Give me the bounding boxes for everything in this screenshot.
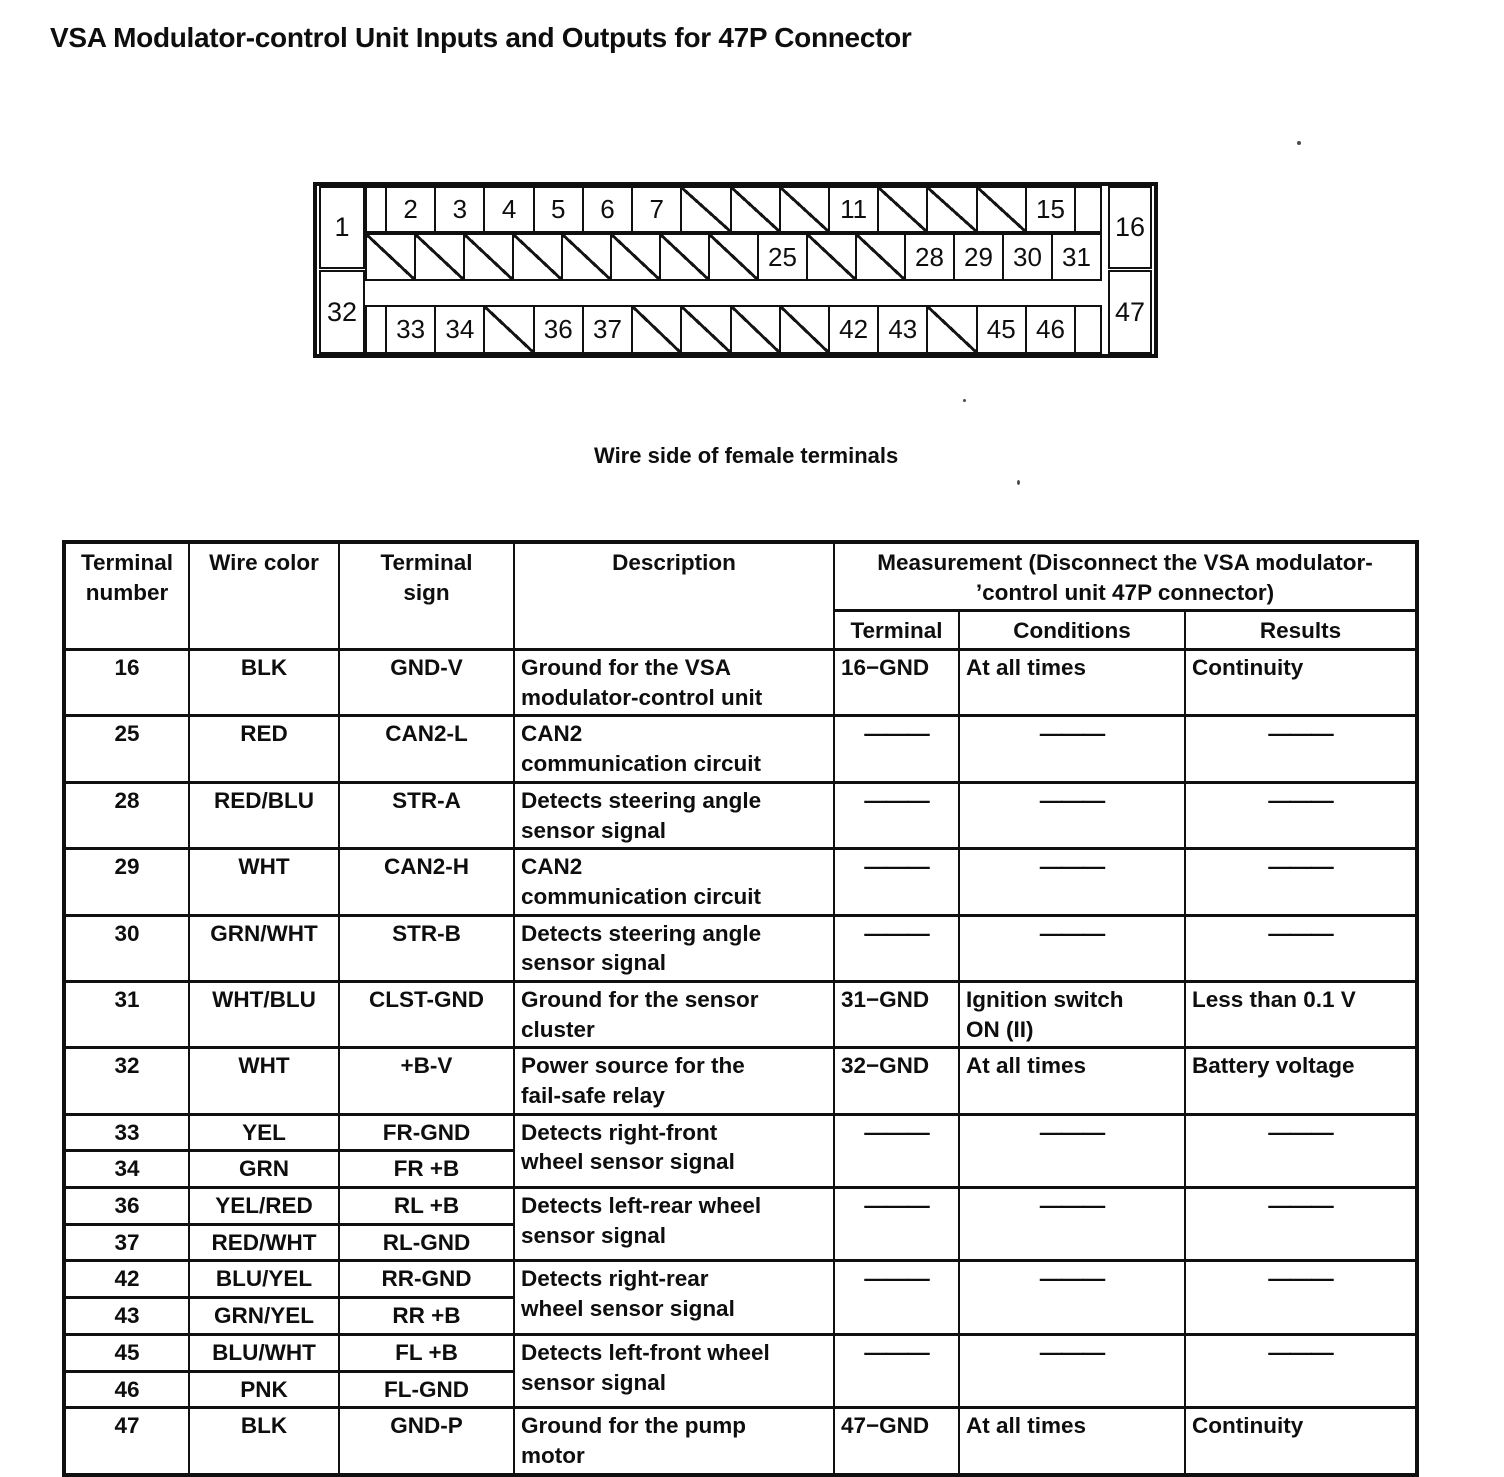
cell-terminal: 45 [64, 1334, 189, 1371]
cell-results: ——— [1185, 716, 1417, 782]
cell-description: Power source for the fail-safe relay [514, 1048, 834, 1114]
cell-results: ——— [1185, 1114, 1417, 1187]
cell-sign: STR-A [339, 782, 514, 848]
cell-conditions: ——— [959, 849, 1185, 915]
cell-terminal: 37 [64, 1224, 189, 1261]
table-row-36 [64, 1188, 1417, 1225]
cell-results: ——— [1185, 1334, 1417, 1407]
cell-wire-color: BLU/YEL [189, 1261, 339, 1298]
table-row-28 [64, 782, 1417, 848]
col-header-measurement: Measurement (Disconnect the VSA modulator- ’control unit 47P connector) [834, 542, 1417, 611]
cell-sign: GND-V [339, 650, 514, 716]
connector-hatch-cell [563, 235, 612, 279]
connector-hatch-cell [633, 307, 682, 352]
table-row-33 [64, 1114, 1417, 1151]
cell-wire-color: YEL [189, 1114, 339, 1151]
cell-description: Detects right-front wheel sensor signal [514, 1114, 834, 1187]
cell-meas-terminal: ——— [834, 716, 959, 782]
cell-sign: RL +B [339, 1188, 514, 1225]
table-header-row [64, 542, 1417, 611]
cell-wire-color: RED [189, 716, 339, 782]
cell-terminal: 46 [64, 1371, 189, 1408]
connector-pin-29: 29 [955, 235, 1004, 279]
col-header-wire-color: Wire color [189, 542, 339, 650]
connector-pin-34: 34 [436, 307, 485, 352]
connector-pin-6: 6 [584, 188, 633, 231]
cell-wire-color: WHT [189, 849, 339, 915]
cell-results: ——— [1185, 782, 1417, 848]
connector-hatch-cell [732, 188, 781, 231]
connector-pin-4: 4 [485, 188, 534, 231]
cell-conditions: ——— [959, 782, 1185, 848]
cell-terminal: 28 [64, 782, 189, 848]
connector-hatch-cell [928, 307, 977, 352]
cell-terminal: 25 [64, 716, 189, 782]
connector-pin-1: 1 [319, 186, 365, 269]
col-header-meas-conditions: Conditions [959, 611, 1185, 650]
connector-diagram [313, 182, 1158, 358]
connector-row-bottom [365, 305, 1102, 354]
cell-wire-color: BLK [189, 650, 339, 716]
cell-sign: CAN2-H [339, 849, 514, 915]
table-row-31 [64, 981, 1417, 1047]
connector-sliver-cell [1076, 307, 1100, 352]
connector-hatch-cell [808, 235, 857, 279]
col-header-meas-terminal: Terminal [834, 611, 959, 650]
cell-results: ——— [1185, 1261, 1417, 1334]
cell-wire-color: YEL/RED [189, 1188, 339, 1225]
connector-pin-28: 28 [906, 235, 955, 279]
cell-sign: +B-V [339, 1048, 514, 1114]
cell-sign: FL-GND [339, 1371, 514, 1408]
cell-description: Detects steering angle sensor signal [514, 782, 834, 848]
connector-sliver-cell [367, 307, 387, 352]
page-title: VSA Modulator-control Unit Inputs and Outputs for 47P Connector [50, 22, 912, 53]
cell-meas-terminal: 32−GND [834, 1048, 959, 1114]
connector-pin-2: 2 [387, 188, 436, 231]
cell-terminal: 30 [64, 915, 189, 981]
cell-conditions: ——— [959, 1261, 1185, 1334]
cell-terminal: 16 [64, 650, 189, 716]
table-row-47 [64, 1408, 1417, 1475]
cell-conditions: ——— [959, 716, 1185, 782]
connector-hatch-cell [682, 307, 731, 352]
connector-pin-36: 36 [535, 307, 584, 352]
cell-meas-terminal: ——— [834, 782, 959, 848]
table-row-32 [64, 1048, 1417, 1114]
io-table [62, 540, 1419, 1477]
connector-hatch-cell [682, 188, 731, 231]
cell-wire-color: WHT [189, 1048, 339, 1114]
connector-pin-7: 7 [633, 188, 682, 231]
cell-description: Detects left-rear wheel sensor signal [514, 1188, 834, 1261]
table-row-25 [64, 716, 1417, 782]
cell-sign: CLST-GND [339, 981, 514, 1047]
cell-sign: GND-P [339, 1408, 514, 1475]
cell-meas-terminal: ——— [834, 915, 959, 981]
cell-sign: RR-GND [339, 1261, 514, 1298]
table-row-42 [64, 1261, 1417, 1298]
cell-conditions: At all times [959, 1048, 1185, 1114]
cell-terminal: 42 [64, 1261, 189, 1298]
cell-conditions: At all times [959, 1408, 1185, 1475]
connector-pin-15: 15 [1027, 188, 1076, 231]
connector-pin-3: 3 [436, 188, 485, 231]
cell-sign: CAN2-L [339, 716, 514, 782]
table-row-45 [64, 1334, 1417, 1371]
connector-pin-46: 46 [1027, 307, 1076, 352]
cell-conditions: ——— [959, 1334, 1185, 1407]
connector-hatch-cell [710, 235, 759, 279]
connector-sliver-cell [367, 188, 387, 231]
connector-hatch-cell [781, 307, 830, 352]
cell-results: Less than 0.1 V [1185, 981, 1417, 1047]
cell-meas-terminal: ——— [834, 1334, 959, 1407]
cell-terminal: 31 [64, 981, 189, 1047]
cell-meas-terminal: ——— [834, 1188, 959, 1261]
cell-terminal: 36 [64, 1188, 189, 1225]
connector-pin-45: 45 [978, 307, 1027, 352]
connector-hatch-cell [612, 235, 661, 279]
connector-pin-32: 32 [319, 270, 365, 354]
cell-conditions: ——— [959, 1114, 1185, 1187]
cell-meas-terminal: ——— [834, 1261, 959, 1334]
cell-description: CAN2 communication circuit [514, 849, 834, 915]
col-header-meas-results: Results [1185, 611, 1417, 650]
table-row-30 [64, 915, 1417, 981]
cell-conditions: ——— [959, 1188, 1185, 1261]
cell-terminal: 32 [64, 1048, 189, 1114]
connector-hatch-cell [781, 188, 830, 231]
cell-meas-terminal: ——— [834, 849, 959, 915]
cell-results: Continuity [1185, 1408, 1417, 1475]
table-row-29 [64, 849, 1417, 915]
cell-wire-color: BLK [189, 1408, 339, 1475]
cell-meas-terminal: ——— [834, 1114, 959, 1187]
cell-sign: RL-GND [339, 1224, 514, 1261]
connector-hatch-cell [485, 307, 534, 352]
connector-pin-43: 43 [879, 307, 928, 352]
connector-hatch-cell [928, 188, 977, 231]
cell-description: Ground for the VSA modulator-control unit [514, 650, 834, 716]
cell-results: ——— [1185, 915, 1417, 981]
scan-artifact-dot [1297, 141, 1301, 145]
connector-hatch-cell [661, 235, 710, 279]
connector-hatch-cell [416, 235, 465, 279]
cell-terminal: 29 [64, 849, 189, 915]
cell-meas-terminal: 16−GND [834, 650, 959, 716]
connector-pin-31: 31 [1062, 241, 1091, 272]
cell-results: ——— [1185, 1188, 1417, 1261]
connector-pin-42: 42 [830, 307, 879, 352]
connector-pin-30: 30 [1004, 235, 1053, 279]
connector-hatch-cell [367, 235, 416, 279]
col-header-terminal-sign: Terminal sign [339, 542, 514, 650]
cell-wire-color: PNK [189, 1371, 339, 1408]
cell-sign: FL +B [339, 1334, 514, 1371]
connector-row-middle [365, 233, 1102, 281]
scan-artifact-dot [963, 399, 966, 402]
cell-wire-color: GRN/WHT [189, 915, 339, 981]
connector-pin-11: 11 [830, 188, 879, 231]
cell-results: Battery voltage [1185, 1048, 1417, 1114]
connector-sliver-cell [1076, 188, 1100, 231]
cell-description: Detects left-front wheel sensor signal [514, 1334, 834, 1407]
cell-conditions: ——— [959, 915, 1185, 981]
cell-wire-color: WHT/BLU [189, 981, 339, 1047]
cell-wire-color: RED/BLU [189, 782, 339, 848]
cell-results: ——— [1185, 849, 1417, 915]
cell-conditions: At all times [959, 650, 1185, 716]
connector-hatch-cell [978, 188, 1027, 231]
connector-hatch-cell [465, 235, 514, 279]
cell-description: Detects right-rear wheel sensor signal [514, 1261, 834, 1334]
cell-results: Continuity [1185, 650, 1417, 716]
col-header-description: Description [514, 542, 834, 650]
cell-wire-color: GRN [189, 1151, 339, 1188]
cell-terminal: 34 [64, 1151, 189, 1188]
connector-hatch-cell [514, 235, 563, 279]
cell-description: Detects steering angle sensor signal [514, 915, 834, 981]
connector-hatch-cell [879, 188, 928, 231]
connector-pin-16: 16 [1108, 186, 1152, 269]
cell-sign: STR-B [339, 915, 514, 981]
connector-hatch-cell [732, 307, 781, 352]
cell-terminal: 43 [64, 1298, 189, 1335]
cell-terminal: 33 [64, 1114, 189, 1151]
cell-wire-color: GRN/YEL [189, 1298, 339, 1335]
cell-sign: RR +B [339, 1298, 514, 1335]
cell-sign: FR-GND [339, 1114, 514, 1151]
cell-description: Ground for the sensor cluster [514, 981, 834, 1047]
cell-meas-terminal: 47−GND [834, 1408, 959, 1475]
scan-artifact-dot [1017, 480, 1020, 485]
connector-pin-47: 47 [1108, 270, 1152, 354]
diagram-caption: Wire side of female terminals [594, 443, 899, 468]
cell-conditions: Ignition switch ON (II) [959, 981, 1185, 1047]
connector-pin-37: 37 [584, 307, 633, 352]
table-row-16 [64, 650, 1417, 716]
cell-sign: FR +B [339, 1151, 514, 1188]
connector-pin-5: 5 [535, 188, 584, 231]
connector-hatch-cell [857, 235, 906, 279]
col-header-terminal-number: Terminal number [64, 542, 189, 650]
connector-pin-33: 33 [387, 307, 436, 352]
cell-description: Ground for the pump motor [514, 1408, 834, 1475]
connector-row-top [365, 186, 1102, 233]
cell-description: CAN2 communication circuit [514, 716, 834, 782]
connector-pin-25: 25 [759, 235, 808, 279]
cell-meas-terminal: 31−GND [834, 981, 959, 1047]
cell-wire-color: RED/WHT [189, 1224, 339, 1261]
cell-wire-color: BLU/WHT [189, 1334, 339, 1371]
cell-terminal: 47 [64, 1408, 189, 1475]
